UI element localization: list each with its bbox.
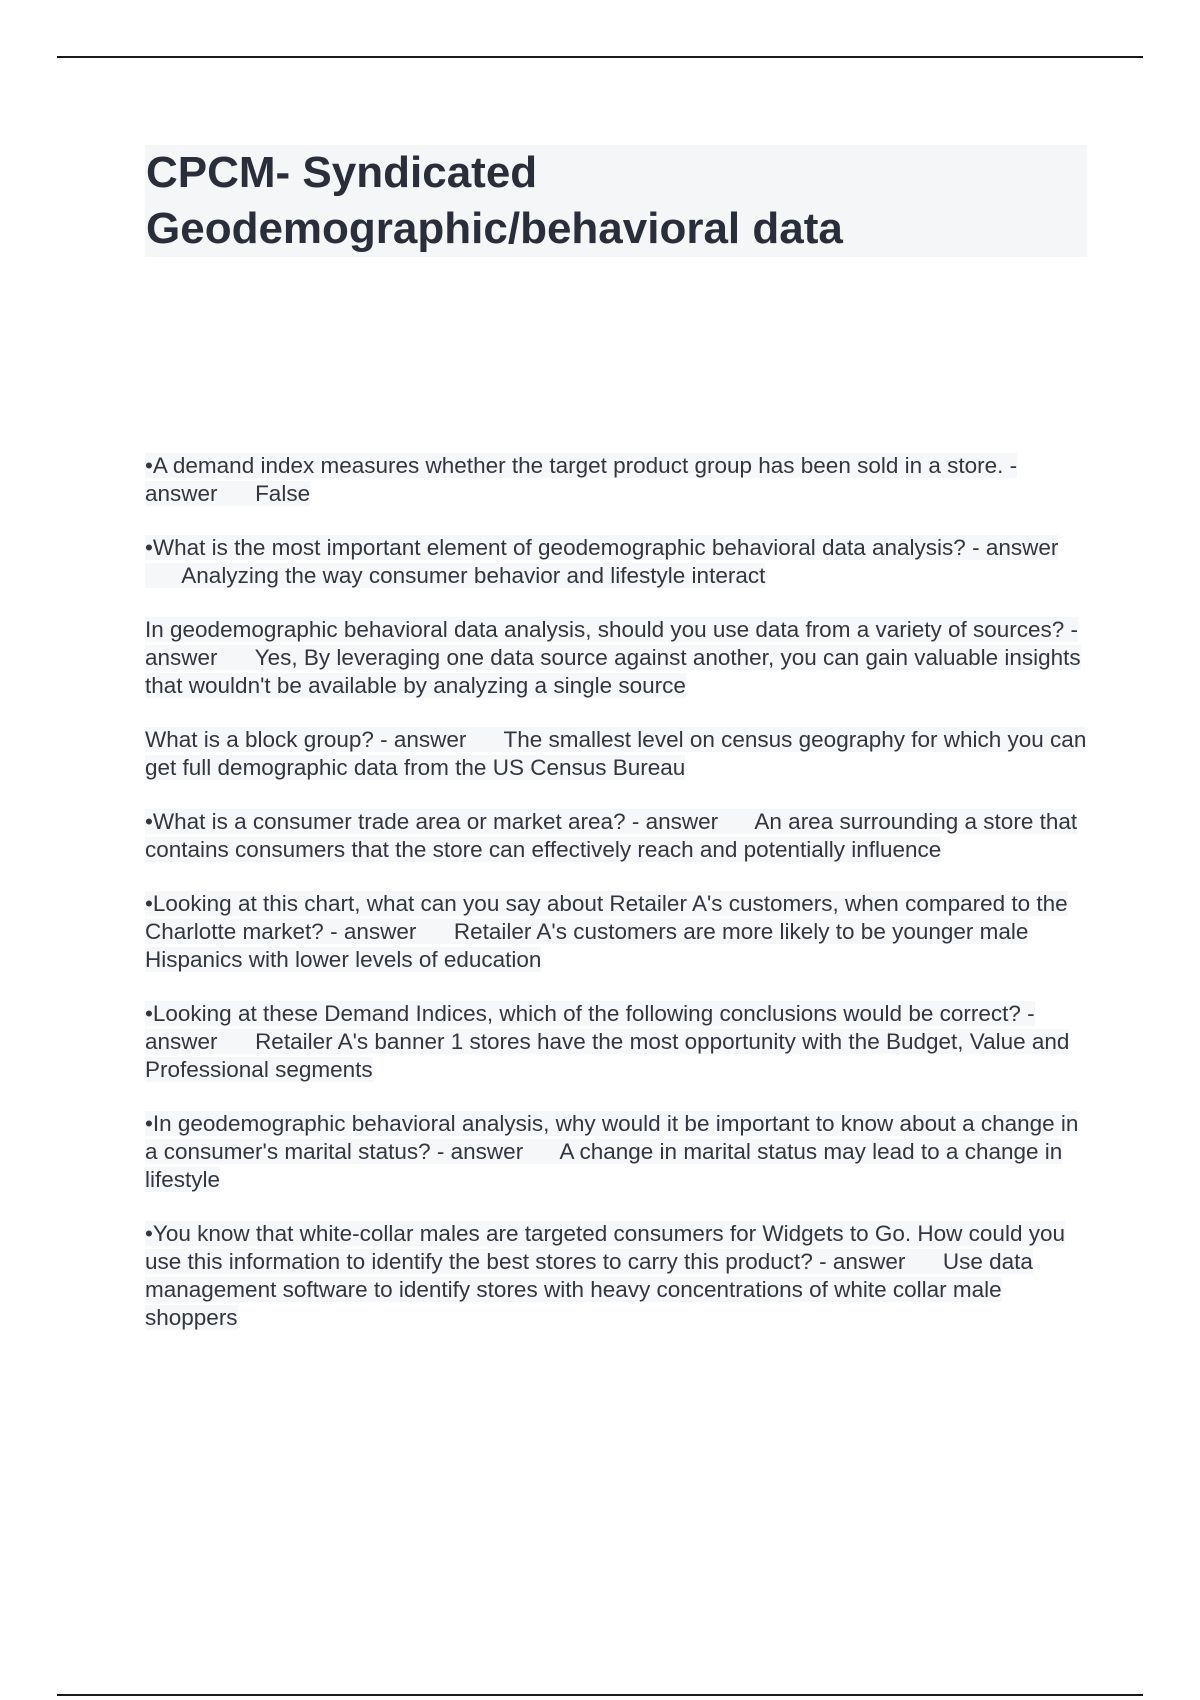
qa-question: •In geodemographic behavioral analysis, why would it be important to know about a change in a consumer's marital status? bbox=[145, 1111, 1079, 1164]
qa-question: In geodemographic behavioral data analysis, should you use data from a variety of sources? bbox=[145, 617, 1065, 642]
title-block bbox=[145, 145, 1087, 257]
qa-list bbox=[145, 452, 1095, 1358]
qa-answer: An area surrounding a store that contains consumers that the store can effectively reach and potentially influence bbox=[145, 809, 1078, 862]
bottom-rule bbox=[57, 1694, 1143, 1696]
answer-separator: - answer bbox=[145, 1001, 1035, 1054]
qa-question: •What is a consumer trade area or market area? bbox=[145, 809, 626, 834]
answer-separator: - answer bbox=[625, 809, 719, 834]
qa-item bbox=[145, 534, 1095, 590]
qa-question: •A demand index measures whether the target product group has been sold in a store. bbox=[145, 453, 1004, 478]
qa-answer: Retailer A's customers are more likely to be younger male Hispanics with lower levels of education bbox=[145, 919, 1029, 972]
qa-item bbox=[145, 808, 1095, 864]
qa-item bbox=[145, 1220, 1095, 1332]
top-rule bbox=[57, 56, 1143, 58]
document-title: CPCM- Syndicated Geodemographic/behavioral data bbox=[146, 148, 843, 253]
qa-answer: Yes, By leveraging one data source against another, you can gain valuable insights that wouldn't be available by analyzing a single source bbox=[145, 645, 1081, 698]
qa-question: •You know that white-collar males are targeted consumers for Widgets to Go. How could you use this information to identify the best stores to carry this product? bbox=[145, 1221, 1065, 1274]
answer-separator: - answer bbox=[145, 453, 1018, 506]
qa-answer: A change in marital status may lead to a change in lifestyle bbox=[145, 1139, 1063, 1192]
qa-question: •Looking at these Demand Indices, which of the following conclusions would be correct? bbox=[145, 1001, 1021, 1026]
qa-answer: Use data management software to identify stores with heavy concentrations of white collar male shoppers bbox=[145, 1249, 1033, 1330]
qa-item bbox=[145, 452, 1095, 508]
qa-answer: The smallest level on census geography for which you can get full demographic data from the US Census Bureau bbox=[145, 727, 1087, 780]
answer-separator: - answer bbox=[323, 919, 417, 944]
answer-separator: - answer bbox=[812, 1249, 906, 1274]
qa-question: •Looking at this chart, what can you say about Retailer A's customers, when compared to the Charlotte market? bbox=[145, 891, 1068, 944]
qa-answer: Retailer A's banner 1 stores have the most opportunity with the Budget, Value and Professional segments bbox=[145, 1029, 1070, 1082]
answer-separator: - answer bbox=[965, 535, 1059, 560]
answer-separator: - answer bbox=[430, 1139, 524, 1164]
qa-item bbox=[145, 616, 1095, 700]
qa-item bbox=[145, 1000, 1095, 1084]
answer-separator: - answer bbox=[145, 617, 1079, 670]
qa-question: What is a block group? bbox=[145, 727, 374, 752]
qa-answer: False bbox=[255, 481, 311, 506]
qa-item bbox=[145, 726, 1095, 782]
qa-answer: Analyzing the way consumer behavior and lifestyle interact bbox=[181, 563, 766, 588]
answer-separator: - answer bbox=[373, 727, 467, 752]
qa-question: •What is the most important element of geodemographic behavioral data analysis? bbox=[145, 535, 966, 560]
qa-item bbox=[145, 890, 1095, 974]
qa-item bbox=[145, 1110, 1095, 1194]
